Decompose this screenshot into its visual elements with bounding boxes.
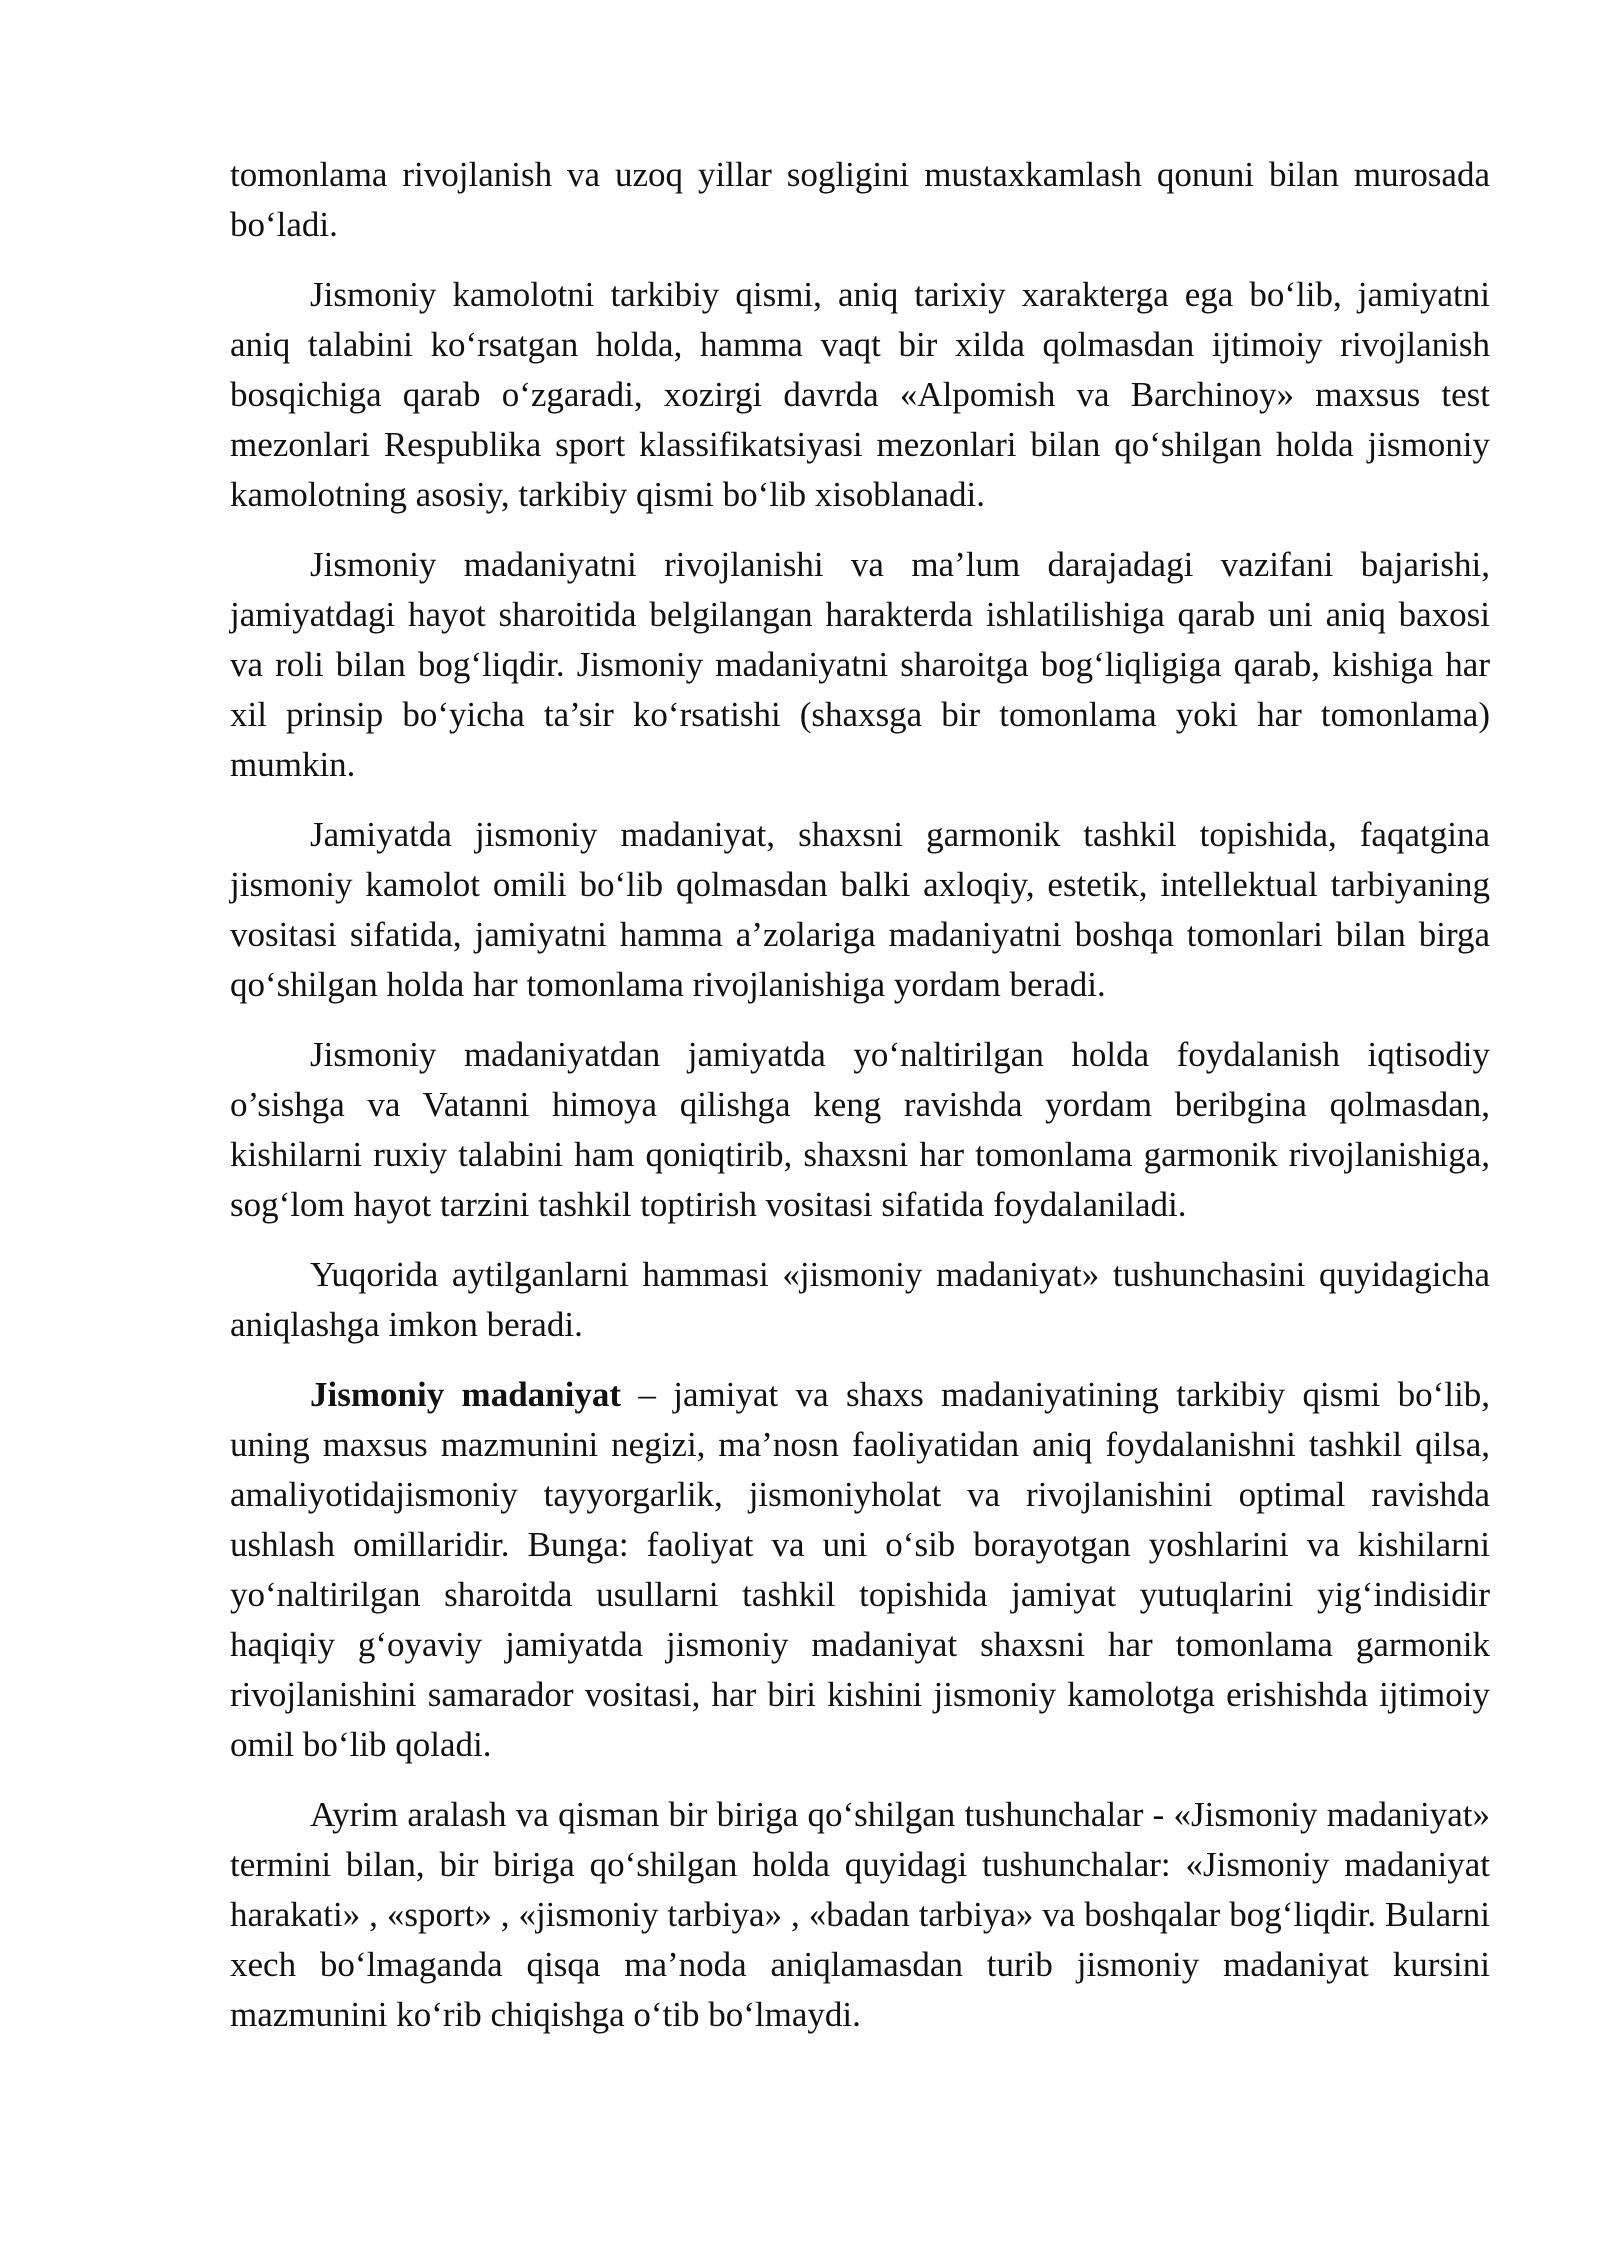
definition-paragraph — [230, 1370, 1490, 1770]
paragraph-text: – jamiyat va shaxs madaniyatining tarkibiy qismi bo‘lib, uning maxsus mazmunini negizi, ma’nosn faoliyatidan aniq foydalanishni tashkil qilsa, amaliyotidajismoniy tayyorgarlik, jismoniyholat va rivojlanishini optimal ravishda ushlash omillaridir. Bunga: faoliyat va uni o‘sib borayotgan yoshlarini va kishilarni yo‘naltirilgan sharoitda usullarni tashkil topishida jamiyat yutuqlarini yig‘indisidir haqiqiy g‘oyaviy jamiyatda jismoniy madaniyat shaxsni har tomonlama garmonik rivojlanishini samarador vositasi, har biri kishini jismoniy kamolotga erishishda ijtimoiy omil bo‘lib qoladi. — [230, 1375, 1490, 1764]
paragraph — [230, 540, 1490, 790]
paragraph-text: Yuqorida aytilganlarni hammasi «jismoniy madaniyat» tushunchasini quyidagicha aniqlashga imkon beradi. — [230, 1255, 1490, 1344]
paragraph-continued — [230, 150, 1490, 250]
body-text — [230, 150, 1490, 2060]
paragraph-text: Jismoniy kamolotni tarkibiy qismi, aniq tarixiy xarakterga ega bo‘lib, jamiyatni aniq talabini ko‘rsatgan holda, hamma vaqt bir xilda qolmasdan ijtimoiy rivojlanish bosqichiga qarab o‘zgaradi, xozirgi davrda «Alpomish va Barchinoy» maxsus test mezonlari Respublika sport klassifikatsiyasi mezonlari bilan qo‘shilgan holda jismoniy kamolotning asosiy, tarkibiy qismi bo‘lib xisoblanadi. — [230, 275, 1490, 514]
defined-term: Jismoniy madaniyat — [310, 1375, 622, 1414]
paragraph-text: Jismoniy madaniyatni rivojlanishi va ma’lum darajadagi vazifani bajarishi, jamiyatdagi hayot sharoitida belgilangan harakterda ishlatilishiga qarab uni aniq baxosi va roli bilan bog‘liqdir. Jismoniy madaniyatni sharoitga bog‘liqligiga qarab, kishiga har xil prinsip bo‘yicha ta’sir ko‘rsatishi (shaxsga bir tomonlama yoki har tomonlama) mumkin. — [230, 545, 1490, 784]
paragraph — [230, 1030, 1490, 1230]
paragraph-text: tomonlama rivojlanish va uzoq yillar sogligini mustaxkamlash qonuni bilan murosada bo‘ladi. — [230, 155, 1490, 244]
paragraph-text: Jamiyatda jismoniy madaniyat, shaxsni garmonik tashkil topishida, faqatgina jismoniy kamolot omili bo‘lib qolmasdan balki axloqiy, estetik, intellektual tarbiyaning vositasi sifatida, jamiyatni hamma a’zolariga madaniyatni boshqa tomonlari bilan birga qo‘shilgan holda har tomonlama rivojlanishiga yordam beradi. — [230, 815, 1490, 1004]
paragraph — [230, 810, 1490, 1010]
paragraph-text: Ayrim aralash va qisman bir biriga qo‘shilgan tushunchalar - «Jismoniy madaniyat» termini bilan, bir biriga qo‘shilgan holda quyidagi tushunchalar: «Jismoniy madaniyat harakati» , «sport» , «jismoniy tarbiya» , «badan tarbiya» va boshqalar bog‘liqdir. Bularni xech bo‘lmaganda qisqa ma’noda aniqlamasdan turib jismoniy madaniyat kursini mazmunini ko‘rib chiqishga o‘tib bo‘lmaydi. — [230, 1795, 1490, 2034]
paragraph — [230, 270, 1490, 520]
paragraph-text: Jismoniy madaniyatdan jamiyatda yo‘naltirilgan holda foydalanish iqtisodiy o’sishga va Vatanni himoya qilishga keng ravishda yordam beribgina qolmasdan, kishilarni ruxiy talabini ham qoniqtirib, shaxsni har tomonlama garmonik rivojlanishiga, sog‘lom hayot tarzini tashkil toptirish vositasi sifatida foydalaniladi. — [230, 1035, 1490, 1224]
paragraph — [230, 1250, 1490, 1350]
paragraph — [230, 1790, 1490, 2040]
